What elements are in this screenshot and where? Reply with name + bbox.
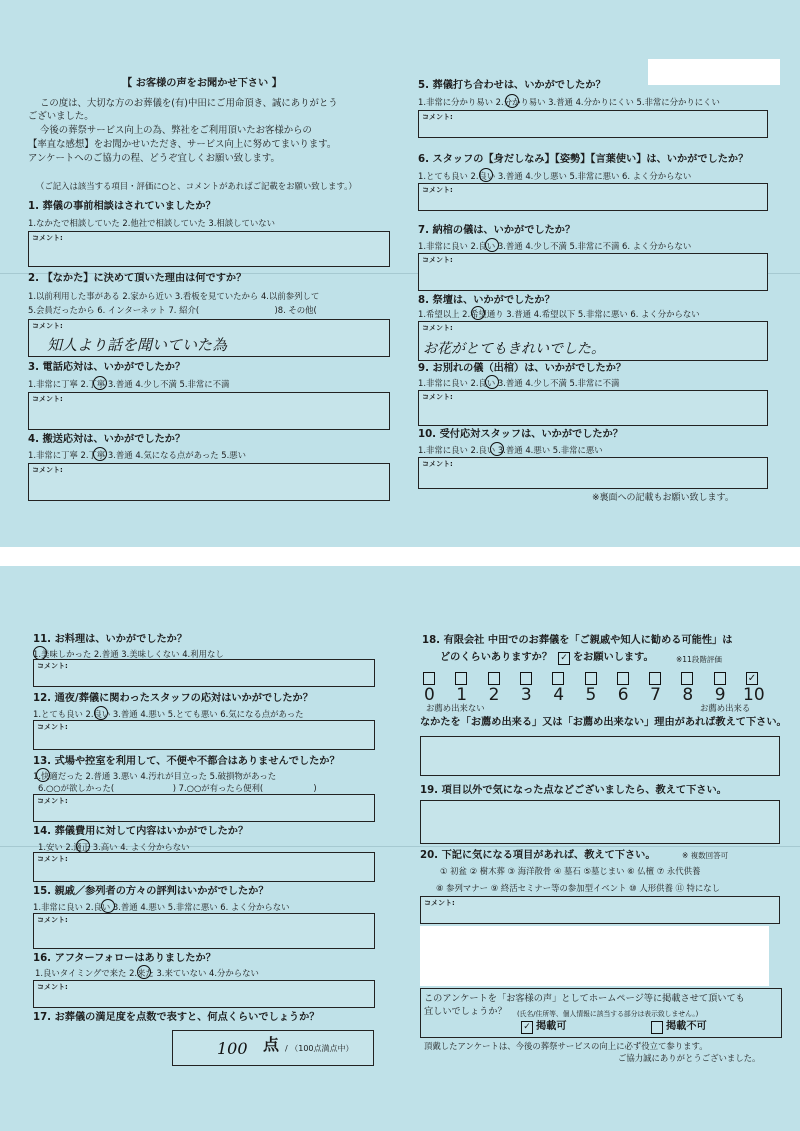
question-2-title: 2. 【なかた】に決めて頂いた理由は何ですか？ [28,273,247,284]
question-7-options: 1.非常に良い 2.良い 3.普通 4.少し不満 5.非常に不満 6. よく分からない [418,241,692,251]
question-5-comment-box[interactable] [418,110,768,138]
question-15-comment-box[interactable] [33,913,375,949]
scale-number: 6 [617,685,629,705]
question-13-comment-box[interactable] [33,794,375,822]
scale-number: 10 [743,685,765,705]
question-9-options: 1.非常に良い 2.良い 3.普通 4.少し不満 5.非常に不満 [418,378,620,388]
comment-label: コメント: [422,186,453,194]
question-18-title: 18. 有限会社 中田でのお葬儀を「ご親戚や知人に勧める可能性」は [422,635,733,646]
selected-answer-circle [93,376,107,390]
scale-number: 2 [488,685,500,705]
question-6-comment-box[interactable] [418,183,768,211]
question-19-title: 19. 項目以外で気になった点などございましたら、教えて下さい。 [420,785,727,796]
question-11-comment-box[interactable] [33,659,375,687]
question-18-comment-box[interactable] [420,736,780,776]
publish-question: このアンケートを「お客様の声」としてホームページ等に掲載させて頂いても [424,993,745,1004]
question-5-options: 1.非常に分かり易い 2.分かり易い 3.普通 4.分かりにくい 5.非常に分かりにくい [418,97,720,107]
question-1-title: 1. 葬儀の事前相談はされていましたか？ [28,201,216,212]
question-1-comment-box[interactable] [28,231,390,267]
publish-consent-box [420,988,782,1038]
comment-label: コメント: [32,234,63,242]
question-12-comment-box[interactable] [33,720,375,750]
scale-low-label: お薦め出来ない [426,703,485,713]
scale-checkbox-4[interactable] [552,672,564,685]
selected-answer-circle [94,706,108,720]
question-19-comment-box[interactable] [420,800,780,844]
score-suffix: / （100点満点中） [285,1044,354,1053]
question-6-title: 6. スタッフの【身だしなみ】【姿勢】【言葉使い】は、いかがでしたか？ [418,154,749,165]
publish-privacy-note: (氏名/住所等、個人情報に該当する部分は表示致しません。) [517,1010,699,1018]
question-9-comment-box[interactable] [418,390,768,426]
question-8-title: 8. 祭壇は、いかがでしたか？ [418,295,555,306]
comment-label: コメント: [32,395,63,403]
scale-checkbox-0[interactable] [423,672,435,685]
publish-no-checkbox[interactable] [651,1021,663,1034]
check-instruction: をお願いします。 [573,652,654,663]
comment-label: コメント: [37,723,68,731]
scale-number: 3 [520,685,532,705]
intro-line: 今後の葬祭サービス向上の為、弊社をご利用頂いたお客様からの [40,125,312,136]
question-20-items: ① 初盆 ② 樹木葬 ③ 海洋散骨 ④ 墓石 ⑤墓じまい ⑥ 仏檀 ⑦ 永代供養 [440,866,701,876]
survey-title: 【 お客様の声をお聞かせ下さい 】 [122,78,282,89]
question-4-title: 4. 搬送応対は、いかがでしたか？ [28,434,186,445]
question-18-reason-prompt: なかたを「お薦め出来る」又は「お薦め出来ない」理由があれば教えて下さい。 [420,717,787,728]
question-8-comment-box[interactable] [418,321,768,361]
comment-label: コメント: [422,113,453,121]
scale-number: 0 [424,685,435,705]
question-10-title: 10. 受付応対スタッフは、いかがでしたか？ [418,429,623,440]
redaction-block [648,59,780,85]
scale-high-label: お薦め出来る [700,703,751,713]
question-1-options: 1.なかたで相談していた 2.他社で相談していた 3.相談していない [28,218,276,228]
scale-number: 4 [553,685,565,705]
scale-note: ※11段階評価 [676,655,722,664]
scale-number: 1 [456,685,468,705]
scale-checkbox-7[interactable] [649,672,661,685]
scale-checkbox-1[interactable] [455,672,467,685]
comment-label: コメント: [37,916,68,924]
comment-label: コメント: [424,899,455,907]
comment-label: コメント: [37,662,68,670]
scale-checkbox-10[interactable]: ✓ [747,673,757,684]
question-13-options: 1.快適だった 2.普通 3.悪い 4.汚れが目立った 5.破損物があった [33,771,277,781]
question-10-options: 1.非常に良い 2.良い 3.普通 4.悪い 5.非常に悪い [418,445,603,455]
selected-answer-circle [490,442,504,456]
question-15-title: 15. 親戚／参列者の方々の評判はいかがでしたか？ [33,886,269,897]
redaction-block [420,926,769,986]
question-2-options: 1.以前利用した事がある 2.家から近い 3.看板を見ていたから 4.以前参列して [28,291,320,301]
question-13-options: 6.○○が欲しかった( ) 7.○○が有ったら便利( ) [38,783,317,793]
back-side-note: ※裏面への記載もお願い致します。 [592,493,734,503]
question-20-items: ⑧ 参列マナー ⑨ 終活セミナー等の参加型イベント ⑩ 人形供養 ⑪ 特になし [436,883,721,893]
question-16-title: 16. アフターフォローはありましたか？ [33,953,216,964]
publish-no-label: 掲載不可 [666,1021,707,1032]
question-3-comment-box[interactable] [28,392,390,430]
comment-label: コメント: [422,324,453,332]
question-17-title: 17. お葬儀の満足度を点数で表すと、何点くらいでしょうか？ [33,1012,320,1023]
question-15-options: 1.非常に良い 2.良い 3.普通 4.悪い 5.非常に悪い 6. よく分からない [33,902,290,912]
question-18-title: どのくらいありますか？ [440,652,553,663]
question-8-options: 1.希望以上 2.希望通り 3.普通 4.希望以下 5.非常に悪い 6. よく分からない [418,309,700,319]
publish-question: 宜しいでしょうか？ [424,1006,507,1017]
selected-answer-circle [76,839,90,853]
scale-checkbox-2[interactable] [488,672,500,685]
intro-line: この度は、大切な方のお葬儀を(有)中田にご用命頂き、誠にありがとう [40,98,338,109]
sheet-gap [0,547,800,566]
question-20-title: 20. 下記に気になる項目があれば、教えて下さい。 [420,850,656,861]
publish-yes-label: 掲載可 [536,1021,567,1032]
scale-number: 5 [585,685,597,705]
question-6-options: 1.とても良い 2.良い 3.普通 4.少し悪い 5.非常に悪い 6. よく分からない [418,171,692,181]
question-3-title: 3. 電話応対は、いかがでしたか？ [28,362,186,373]
footer-line: ご協力誠にありがとうございました。 [618,1053,761,1063]
score-unit: 点 [263,1035,280,1054]
question-11-title: 11. お料理は、いかがでしたか？ [33,634,188,645]
checkbox-icon: ✓ [558,652,570,665]
comment-label: コメント: [422,393,453,401]
question-14-options: 1.安い 2.適正 3.高い 4. よく分からない [38,842,190,852]
selected-answer-circle [471,306,485,320]
selected-answer-circle [479,168,493,182]
intro-line: 【率直な感想】をお聞かせいただき、サービス向上に努めてまいります。 [28,139,337,150]
question-16-options: 1.良いタイミングで来た 2.来た 3.来ていない 4.分からない [35,968,259,978]
comment-label: コメント: [422,256,453,264]
question-4-comment-box[interactable] [28,463,390,501]
selected-answer-circle [36,768,50,782]
comment-label: コメント: [32,466,63,474]
intro-line: ございました。 [28,111,94,122]
intro-line: アンケートへのご協力の程、どうぞ宜しくお願い致します。 [28,153,280,164]
selected-answer-circle [33,646,47,660]
question-3-options: 1.非常に丁寧 2.丁寧 3.普通 4.少し不満 5.非常に不満 [28,379,230,389]
footer-line: 頂戴したアンケートは、今後の葬祭サービスの向上に必ず役立て参ります。 [424,1041,708,1051]
question-12-options: 1.とても良い 2.良い 3.普通 4.悪い 5.とても悪い 6.気になる点があった [33,709,304,719]
handwritten-comment: お花がとてもきれいでした。 [423,341,605,357]
comment-label: コメント: [32,322,63,330]
scale-number: 7 [650,685,661,705]
score-box[interactable] [172,1030,374,1066]
question-20-note: ※ 複数回答可 [682,851,729,860]
question-12-title: 12. 通夜/葬儀に関わったスタッフの応対はいかがでしたか？ [33,693,313,704]
scale-checkbox-6[interactable] [617,672,629,685]
score-value: 100 [217,1039,248,1058]
selected-answer-circle [485,375,499,389]
instruction-note: （ご記入は該当する項目・評価に○と、コメントがあればご記載をお願い致します。） [36,181,357,191]
question-5-title: 5. 葬儀打ち合わせは、いかがでしたか？ [418,80,606,91]
question-4-options: 1.非常に丁寧 2.丁寧 3.普通 4.気になる点があった 5.悪い [28,450,247,460]
question-14-title: 14. 葬儀費用に対して内容はいかがでしたか？ [33,826,249,837]
selected-answer-circle [137,965,151,979]
comment-label: コメント: [37,797,68,805]
selected-answer-circle [505,94,519,108]
scale-checkbox-5[interactable] [585,672,597,685]
selected-answer-circle [93,447,107,461]
question-7-title: 7. 納棺の儀は、いかがでしたか？ [418,225,576,236]
question-7-comment-box[interactable] [418,253,768,291]
question-2-comment-box[interactable] [28,319,390,357]
question-9-title: 9. お別れの儀（出棺）は、いかがでしたか？ [418,363,627,374]
question-11-options: 1.美味しかった 2.普通 3.美味しくない 4.利用なし [33,649,224,659]
scale-checkbox-9[interactable] [714,672,726,685]
comment-label: コメント: [422,460,453,468]
scale-checkbox-3[interactable] [520,672,532,685]
question-2-options: 5.会員だったから 6. インターネット 7. 紹介( )8. その他( [28,305,368,315]
scale-number: 8 [682,685,694,705]
selected-answer-circle [101,899,115,913]
comment-label: コメント: [37,855,68,863]
question-14-comment-box[interactable] [33,852,375,882]
scale-number: 9 [714,685,726,705]
comment-label: コメント: [37,983,68,991]
publish-yes-checkbox[interactable]: ✓ [521,1021,533,1034]
question-13-title: 13. 式場や控室を利用して、不便や不都合はありませんでしたか？ [33,756,340,767]
scale-checkbox-8[interactable] [681,672,693,685]
question-10-comment-box[interactable] [418,457,768,489]
question-16-comment-box[interactable] [33,980,375,1008]
handwritten-comment: 知人より話を聞いていた為 [47,336,228,354]
selected-answer-circle [485,238,499,252]
question-20-comment-box[interactable] [420,896,780,924]
